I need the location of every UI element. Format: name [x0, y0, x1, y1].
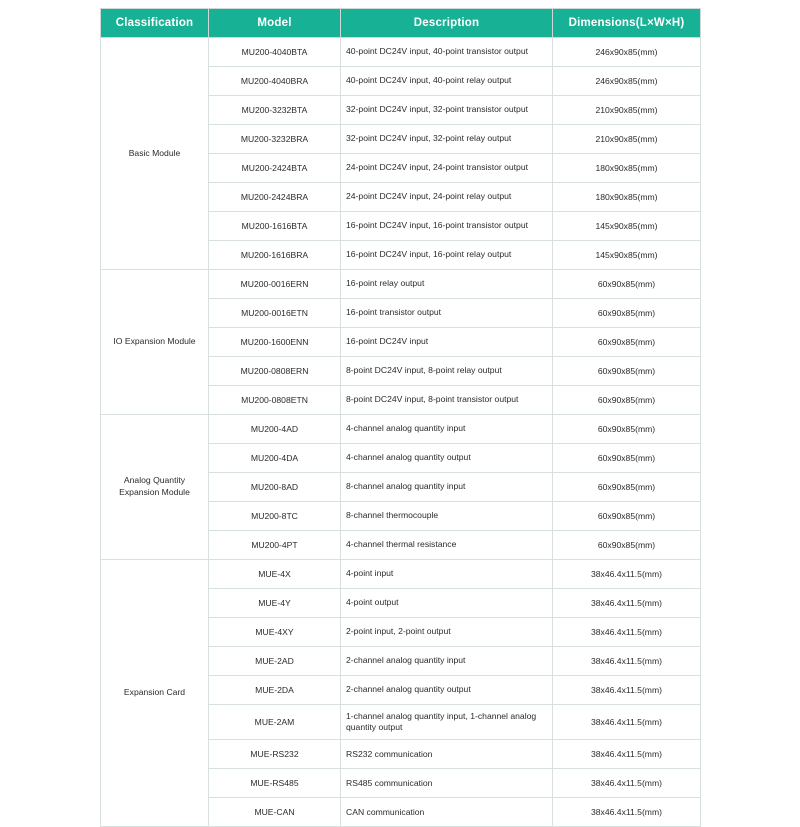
column-header-description: Description [341, 9, 553, 38]
column-header-classification: Classification [101, 9, 209, 38]
dimensions-cell: 210x90x85(mm) [553, 125, 701, 154]
dimensions-cell: 60x90x85(mm) [553, 531, 701, 560]
dimensions-cell: 38x46.4x11.5(mm) [553, 705, 701, 740]
dimensions-cell: 60x90x85(mm) [553, 328, 701, 357]
model-cell: MU200-4040BTA [209, 38, 341, 67]
dimensions-cell: 38x46.4x11.5(mm) [553, 589, 701, 618]
model-cell: MU200-0808ERN [209, 357, 341, 386]
dimensions-cell: 38x46.4x11.5(mm) [553, 740, 701, 769]
dimensions-cell: 246x90x85(mm) [553, 38, 701, 67]
description-cell: 16-point transistor output [341, 299, 553, 328]
description-cell: 8-channel analog quantity input [341, 473, 553, 502]
dimensions-cell: 38x46.4x11.5(mm) [553, 676, 701, 705]
classification-cell: Analog Quantity Expansion Module [101, 415, 209, 560]
model-cell: MU200-4PT [209, 531, 341, 560]
classification-cell: Basic Module [101, 38, 209, 270]
model-cell: MU200-3232BTA [209, 96, 341, 125]
dimensions-cell: 145x90x85(mm) [553, 241, 701, 270]
model-cell: MUE-4Y [209, 589, 341, 618]
description-cell: 4-point input [341, 560, 553, 589]
description-cell: 32-point DC24V input, 32-point transistor output [341, 96, 553, 125]
description-cell: 2-channel analog quantity output [341, 676, 553, 705]
dimensions-cell: 180x90x85(mm) [553, 154, 701, 183]
dimensions-cell: 246x90x85(mm) [553, 67, 701, 96]
model-cell: MU200-8TC [209, 502, 341, 531]
description-cell: 16-point DC24V input, 16-point transistor output [341, 212, 553, 241]
description-cell: RS485 communication [341, 769, 553, 798]
model-cell: MUE-4XY [209, 618, 341, 647]
description-cell: 8-channel thermocouple [341, 502, 553, 531]
description-cell: 8-point DC24V input, 8-point relay output [341, 357, 553, 386]
column-header-model: Model [209, 9, 341, 38]
model-cell: MU200-0808ETN [209, 386, 341, 415]
description-cell: 24-point DC24V input, 24-point transistor output [341, 154, 553, 183]
dimensions-cell: 145x90x85(mm) [553, 212, 701, 241]
model-cell: MU200-1616BTA [209, 212, 341, 241]
product-spec-table [100, 8, 701, 827]
dimensions-cell: 38x46.4x11.5(mm) [553, 618, 701, 647]
table-row [101, 38, 701, 67]
dimensions-cell: 60x90x85(mm) [553, 357, 701, 386]
model-cell: MU200-4AD [209, 415, 341, 444]
description-cell: 4-point output [341, 589, 553, 618]
model-cell: MU200-8AD [209, 473, 341, 502]
model-cell: MU200-1600ENN [209, 328, 341, 357]
description-cell: 16-point DC24V input, 16-point relay output [341, 241, 553, 270]
description-cell: 16-point DC24V input [341, 328, 553, 357]
model-cell: MU200-0016ERN [209, 270, 341, 299]
header-row [101, 9, 701, 38]
model-cell: MU200-2424BTA [209, 154, 341, 183]
dimensions-cell: 180x90x85(mm) [553, 183, 701, 212]
dimensions-cell: 60x90x85(mm) [553, 444, 701, 473]
model-cell: MUE-4X [209, 560, 341, 589]
table-row [101, 415, 701, 444]
description-cell: CAN communication [341, 798, 553, 827]
description-cell: 24-point DC24V input, 24-point relay output [341, 183, 553, 212]
model-cell: MU200-0016ETN [209, 299, 341, 328]
dimensions-cell: 60x90x85(mm) [553, 415, 701, 444]
dimensions-cell: 60x90x85(mm) [553, 386, 701, 415]
dimensions-cell: 210x90x85(mm) [553, 96, 701, 125]
model-cell: MUE-2AD [209, 647, 341, 676]
table-header [101, 9, 701, 38]
table-body [101, 38, 701, 827]
description-cell: 8-point DC24V input, 8-point transistor output [341, 386, 553, 415]
dimensions-cell: 60x90x85(mm) [553, 502, 701, 531]
classification-cell: Expansion Card [101, 560, 209, 827]
description-cell: 4-channel thermal resistance [341, 531, 553, 560]
description-cell: 32-point DC24V input, 32-point relay output [341, 125, 553, 154]
description-cell: 1-channel analog quantity input, 1-channel analog quantity output [341, 705, 553, 740]
description-cell: RS232 communication [341, 740, 553, 769]
description-cell: 4-channel analog quantity output [341, 444, 553, 473]
dimensions-cell: 60x90x85(mm) [553, 473, 701, 502]
description-cell: 40-point DC24V input, 40-point transistor output [341, 38, 553, 67]
model-cell: MUE-RS485 [209, 769, 341, 798]
dimensions-cell: 38x46.4x11.5(mm) [553, 560, 701, 589]
dimensions-cell: 38x46.4x11.5(mm) [553, 647, 701, 676]
column-header-dimensions: Dimensions(L×W×H) [553, 9, 701, 38]
model-cell: MU200-4040BRA [209, 67, 341, 96]
description-cell: 4-channel analog quantity input [341, 415, 553, 444]
table-row [101, 270, 701, 299]
dimensions-cell: 38x46.4x11.5(mm) [553, 769, 701, 798]
model-cell: MUE-RS232 [209, 740, 341, 769]
model-cell: MU200-4DA [209, 444, 341, 473]
description-cell: 2-point input, 2-point output [341, 618, 553, 647]
classification-cell: IO Expansion Module [101, 270, 209, 415]
model-cell: MUE-CAN [209, 798, 341, 827]
description-cell: 40-point DC24V input, 40-point relay output [341, 67, 553, 96]
model-cell: MUE-2AM [209, 705, 341, 740]
model-cell: MU200-1616BRA [209, 241, 341, 270]
dimensions-cell: 60x90x85(mm) [553, 299, 701, 328]
dimensions-cell: 60x90x85(mm) [553, 270, 701, 299]
model-cell: MUE-2DA [209, 676, 341, 705]
dimensions-cell: 38x46.4x11.5(mm) [553, 798, 701, 827]
description-cell: 16-point relay output [341, 270, 553, 299]
description-cell: 2-channel analog quantity input [341, 647, 553, 676]
model-cell: MU200-2424BRA [209, 183, 341, 212]
table-row [101, 560, 701, 589]
model-cell: MU200-3232BRA [209, 125, 341, 154]
